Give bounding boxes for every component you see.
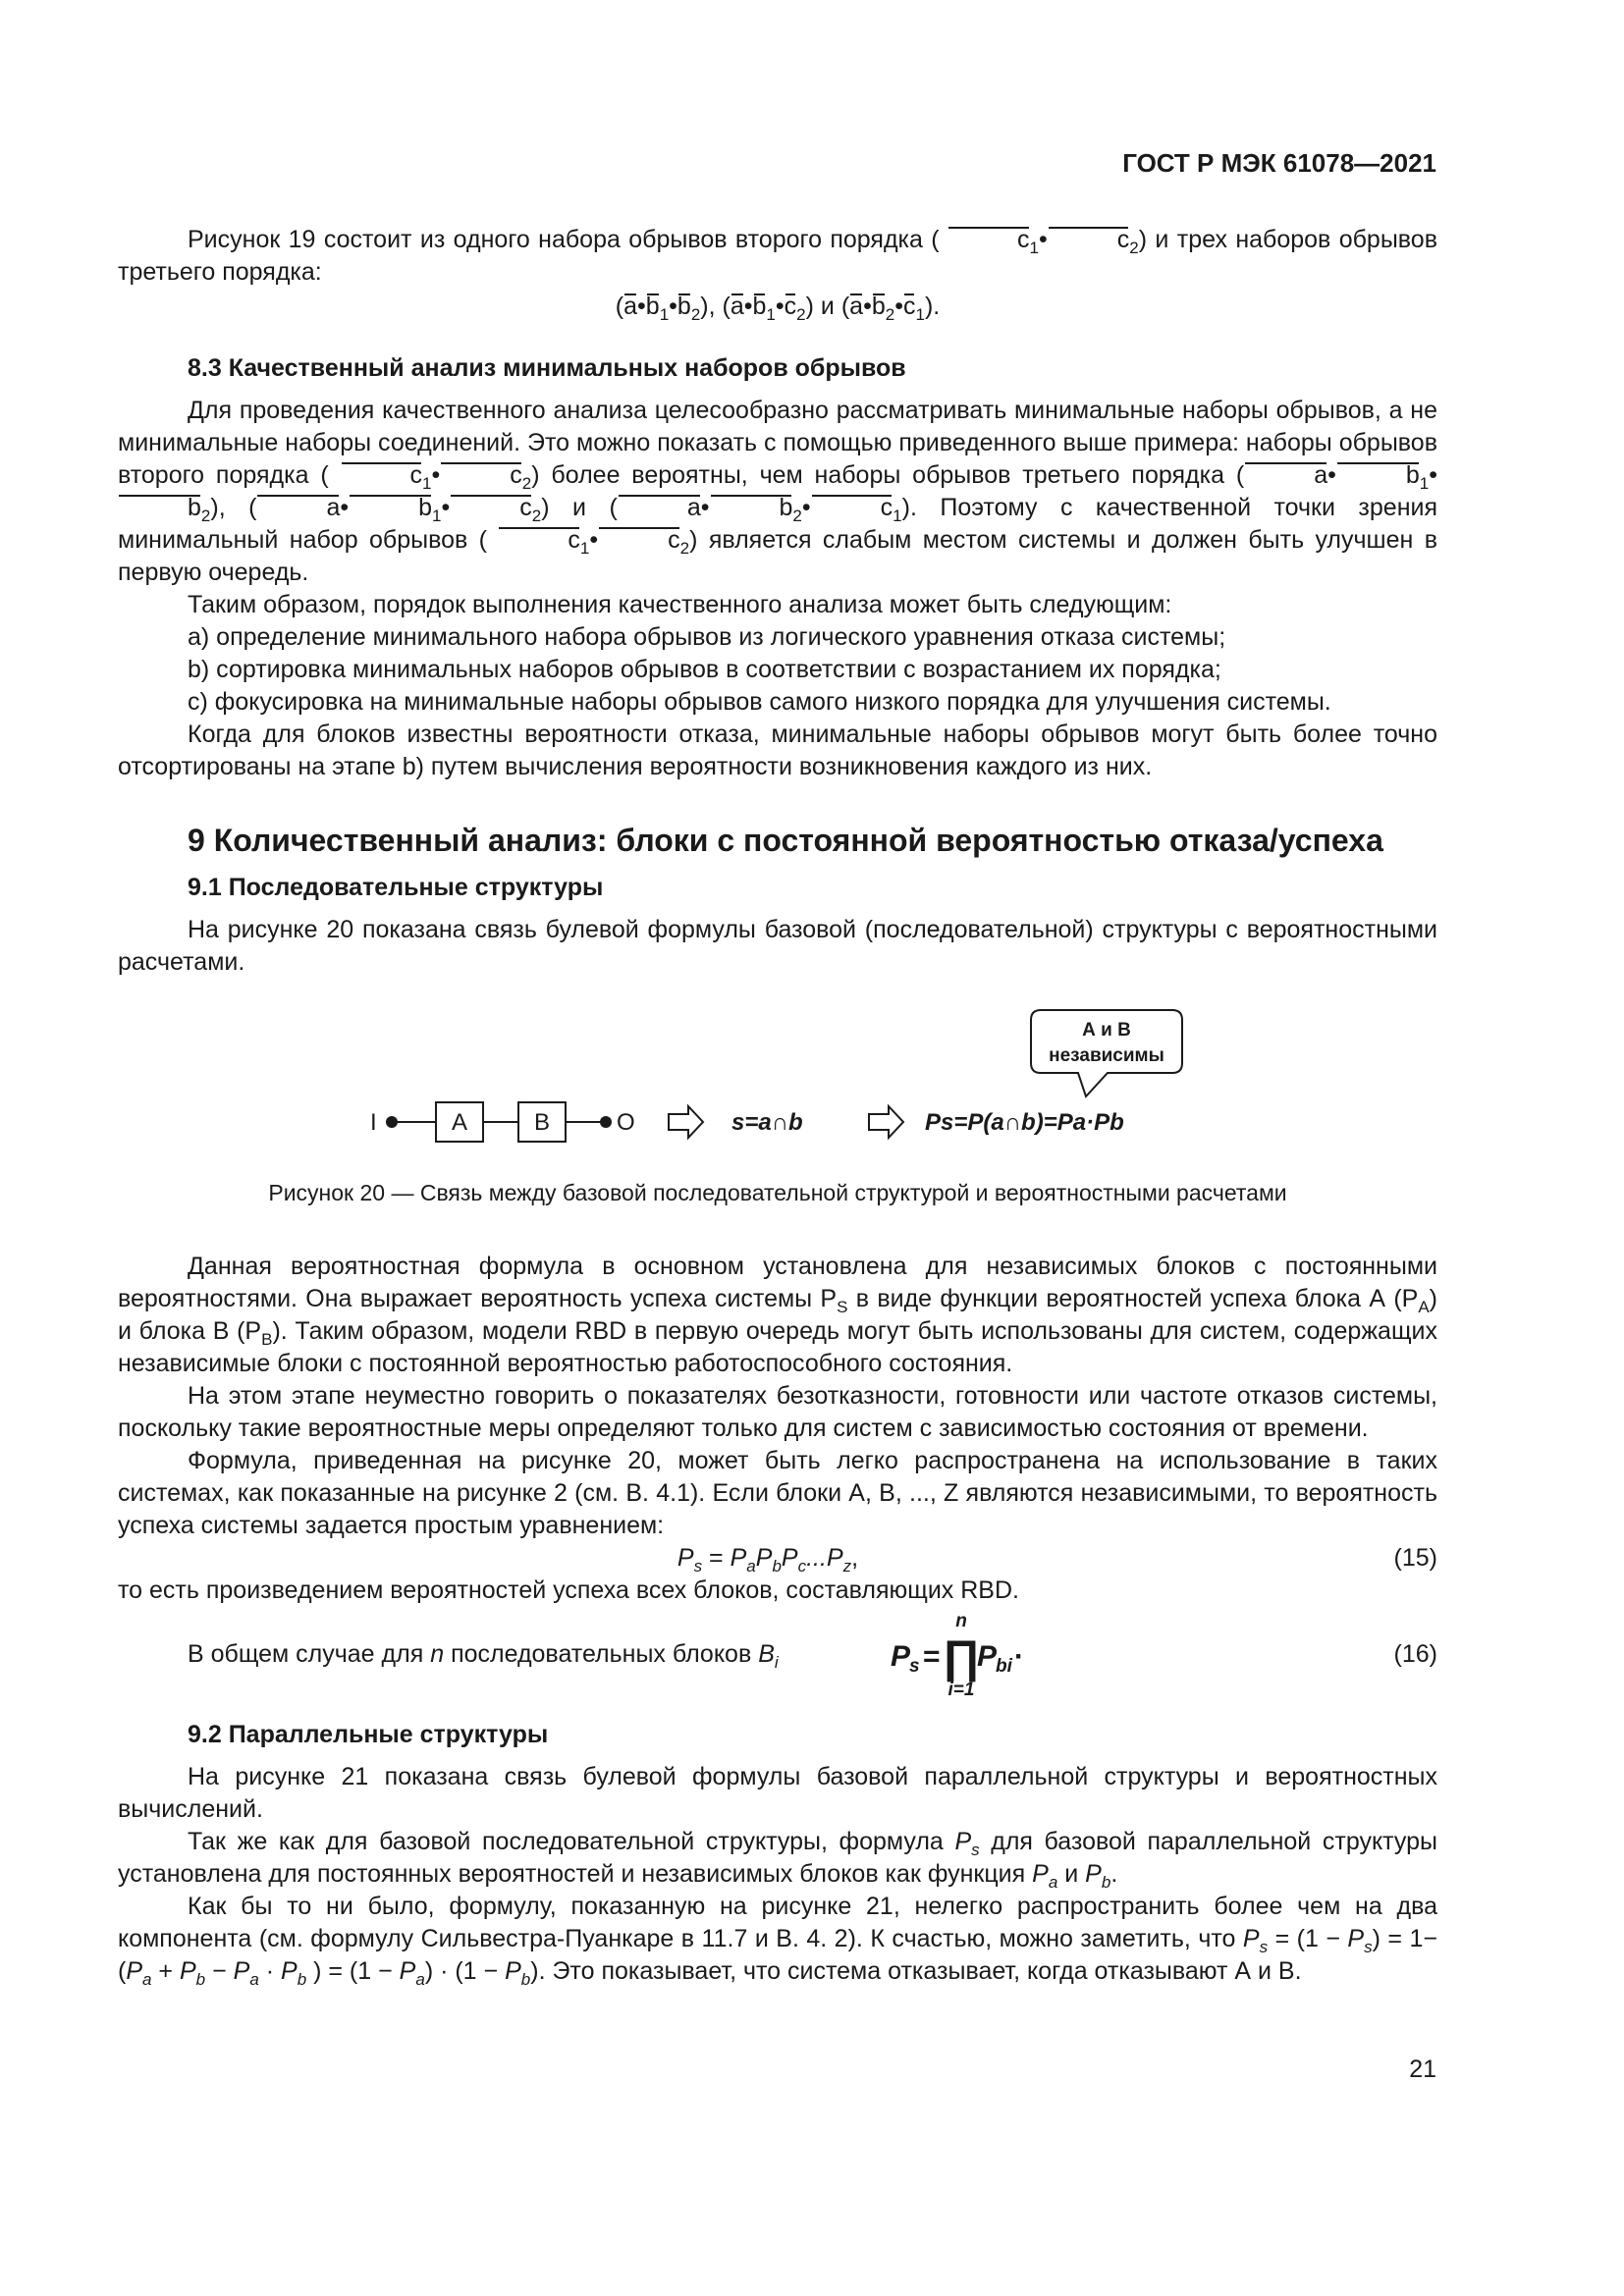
section-9-2-paragraph-3: Как бы то ни было, формулу, показанную на рисунке 21, нелегко распространить более чем на два компонента (см. формулу Сильвестра-Пуанкаре в 11.7 и В. 4. 2). К счастью, можно заметить, что $P_s = (1 - P_s) = 1- (P_a + P_b - P_a \cdot P_b$ ) = $(1 - P_a) \cdot (1 - P_b)$. Это показывает, что система отказывает, когда отказывают А и В. — [118, 1893, 1437, 1989]
svg-text:=: = — [923, 1640, 941, 1673]
output-node — [600, 1116, 612, 1128]
svg-text:·: · — [1014, 1640, 1024, 1673]
intro-paragraph: Рисунок 19 состоит из одного набора обрывов второго порядка ( $c_1•$ $c_2$) и трех наборов обрывов третьего порядка: — [118, 226, 1437, 286]
list-item-b: b) сортировка минимальных наборов обрывов в соответствии с возрастанием их порядка; — [188, 656, 1221, 683]
equation-15 — [118, 1542, 1437, 1575]
section-8-3-title: 8.3 Качественный анализ минимальных наборов обрывов — [188, 354, 906, 382]
list-item-a: a) определение минимального набора обрывов из логического уравнения отказа системы; — [188, 623, 1226, 651]
svg-text:P: P — [891, 1640, 911, 1673]
equation-15-body: $P_s = P_aP_bP_c...P_z$, — [677, 1544, 859, 1575]
probability-formula: Ps=P(a∩b)=Pa·Pb — [925, 1109, 1124, 1136]
section-9-title: 9 Количественный анализ: блоки с постоянной вероятностью отказа/успеха — [188, 823, 1383, 858]
section-9-2-paragraph-2: Так же как для базовой последовательной структуры, формула $P_s$ для базовой параллельной структуры установлена для постоянных вероятностей и независимых блоков как функция $P_a$ и $P_b$. — [118, 1828, 1437, 1892]
independence-paragraph: Данная вероятностная формула в основном установлена для независимых блоков с постоянными вероятностями. Она выражает вероятность успеха системы $P_S$ в виде функции вероятностей успеха блока А $(P_A)$ и блока В $(P_B)$. Таким образом, модели RBD в первую очередь могут быть использованы для систем, содержащих независимые блоки с постоянной вероятностью работоспособного состояния. — [118, 1253, 1437, 1377]
product-paragraph: то есть произведением вероятностей успеха всех блоков, составляющих RBD. — [118, 1576, 1019, 1604]
generalization-paragraph: Формула, приведенная на рисунке 20, может быть легко распространена на использование в таких системах, как показанные на рисунке 2 (см. В. 4.1). Если блоки А, В, ..., Z являются независимыми, то вероятность успеха системы задается простым уравнением: — [118, 1447, 1437, 1539]
section-9-2-paragraph-1: На рисунке 21 показана связь булевой формулы базовой параллельной структуры и вероятностных вычислений. — [118, 1763, 1437, 1823]
callout-line-2: независимы — [1049, 1045, 1164, 1066]
equation-15-number: (15) — [1393, 1544, 1437, 1572]
arrow-right-icon — [669, 1106, 703, 1138]
product-formula — [891, 1607, 1038, 1697]
arrow-right-icon — [869, 1106, 903, 1138]
figure-20 — [118, 994, 1437, 1169]
svg-text:bi: bi — [996, 1656, 1012, 1677]
page-content — [118, 224, 1437, 1988]
figure-20-caption: Рисунок 20 — Связь между базовой последовательной структурой и вероятностными расчетами — [268, 1180, 1287, 1205]
third-order-cut-sets-formula: $(a•b_1•b_2)$, $(a•b_1•c_2)$ и $(a•b_2•c_1)$. — [615, 293, 941, 324]
section-8-3-closing: Когда для блоков известны вероятности отказа, минимальные наборы обрывов могут быть более точно отсортированы на этапе b) путем вычисления вероятности возникновения каждого из них. — [118, 721, 1437, 780]
equation-16-number: (16) — [1393, 1640, 1437, 1668]
time-dependence-paragraph: На этом этапе неуместно говорить о показателях безотказности, готовности или частоте отказов системы, поскольку такие вероятностные меры определяют только для систем с зависимостью состояния от времени. — [118, 1382, 1437, 1442]
equation-16-lead: В общем случае для n последовательных блоков $B_i$ — [188, 1640, 779, 1672]
section-8-3-paragraph: Для проведения качественного анализа целесообразно рассматривать минимальные наборы обрывов, а не минимальные наборы соединений. Это можно показать с помощью приведенного выше примера: наборы обрывов второго порядка ( $c_1•$ $c_2$) более вероятны, чем наборы обрывов третьего порядка ( a• $b_1•b_2$), ( a• $b_1•$ $c_2$) и ( a• $b_2•$ $c_1$). Поэтому с качественной точки зрения минимальный набор обрывов ( $c_1•$ $c_2$) является слабым местом системы и должен быть улучшен в первую очередь. — [118, 397, 1438, 586]
section-8-3-order-intro: Таким образом, порядок выполнения качественного анализа может быть следующим: — [188, 591, 1172, 618]
svg-text:s: s — [909, 1656, 920, 1677]
page-number: 21 — [1409, 2056, 1436, 2083]
svg-text:n: n — [955, 1611, 967, 1631]
standard-header: ГОСТ Р МЭК 61078—2021 — [1122, 148, 1436, 178]
block-b-label: B — [533, 1109, 551, 1136]
list-item-c: c) фокусировка на минимальные наборы обрывов самого низкого порядка для улучшения системы. — [188, 688, 1331, 716]
section-9-1-paragraph: На рисунке 20 показана связь булевой формулы базовой (последовательной) структуры с вероятностными расчетами. — [118, 916, 1437, 976]
block-a-label: A — [451, 1109, 468, 1136]
callout-line-1: А и В — [1082, 1020, 1131, 1041]
section-9-2-title: 9.2 Параллельные структуры — [188, 1721, 549, 1748]
svg-text:P: P — [977, 1640, 998, 1673]
equation-16 — [118, 1607, 1437, 1695]
boolean-formula: s=a∩b — [731, 1109, 803, 1136]
section-9-1-title: 9.1 Последовательные структуры — [188, 874, 604, 901]
output-label: O — [617, 1109, 635, 1136]
svg-text:∏: ∏ — [943, 1630, 980, 1682]
figure-20-diagram — [118, 994, 1437, 1169]
svg-text:i=1: i=1 — [947, 1680, 975, 1697]
input-label: I — [370, 1109, 377, 1136]
